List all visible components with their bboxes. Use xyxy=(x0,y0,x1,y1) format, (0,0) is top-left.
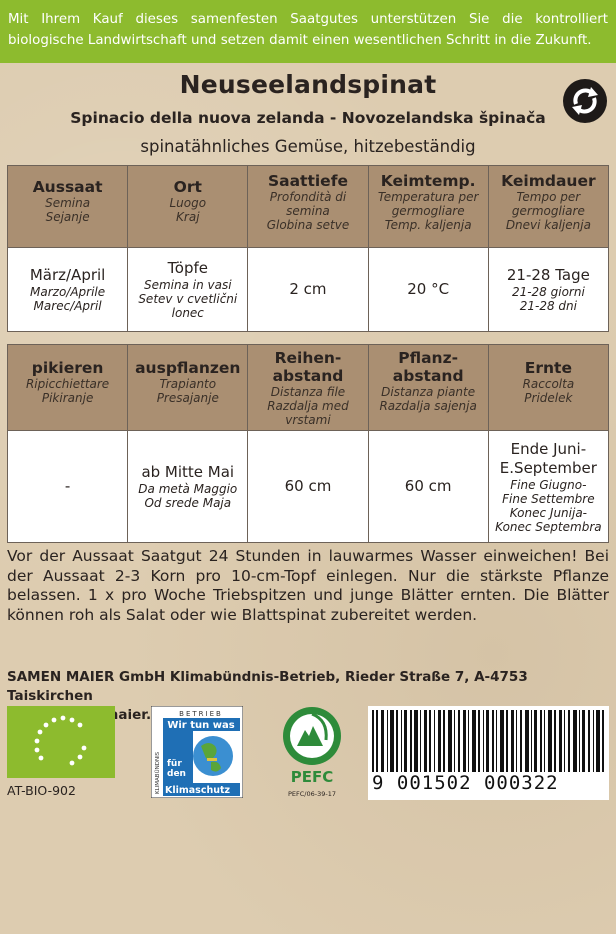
cell-saattiefe: 2 cm xyxy=(248,248,368,332)
cell-pikieren: - xyxy=(8,431,128,543)
barcode-number: 9 001502 000322 xyxy=(372,772,606,794)
header-cell-keimdauer: Keimdauer Tempo per germogliare Dnevi kaljenja xyxy=(488,166,608,248)
klima-line1: Wir tun was xyxy=(167,720,235,731)
product-description: spinatähnliches Gemüse, hitzebeständig xyxy=(140,137,476,156)
cell-aussaat: März/April Marzo/Aprile Marec/April xyxy=(8,248,128,332)
table-header-row xyxy=(8,345,609,431)
banner-text: Mit Ihrem Kauf dieses samenfesten Saatgutes unterstützen Sie die kontrolliert biologische Landwirtschaft und setzen damit einen wesentlichen Schritt in die Zukunft. xyxy=(8,12,608,48)
klima-side-label: KLIMABÜNDNIS xyxy=(155,751,161,794)
klima-line4: Klimaschutz xyxy=(165,785,231,796)
cell-ernte: Ende Juni-E.September Fine Giugno-Fine Settembre Konec Junija-Konec Septembra xyxy=(488,431,608,543)
recycle-icon xyxy=(562,78,608,124)
pefc-text: PEFC xyxy=(290,768,334,786)
sowing-instructions: Vor der Aussaat Saatgut 24 Stunden in lauwarmes Wasser einweichen! Bei der Aussaat 2-3 Korn pro 10-cm-Topf einlegen. Nur die stärkste Pflanze belassen. 1 x pro Woche Triebspitzen und junge Blätter ernten. Die Blätter können roh als Salat oder wie Blattspinat zubereitet werden. xyxy=(7,547,609,624)
klima-line3: den xyxy=(167,769,186,779)
table-row xyxy=(8,431,609,543)
cell-keimdauer: 21-28 Tage 21-28 giorni 21-28 dni xyxy=(488,248,608,332)
klimabuendnis-logo xyxy=(151,706,243,798)
table-row xyxy=(8,248,609,332)
header-cell-pikieren: pikieren Ripicchiettare Pikiranje xyxy=(8,345,128,431)
organic-control-code: AT-BIO-902 xyxy=(7,783,76,798)
cell-ort: Töpfe Semina in vasi Setev v cvetlični lonec xyxy=(128,248,248,332)
table-header-row xyxy=(8,166,609,248)
eco-banner xyxy=(0,0,616,63)
cell-auspflanzen: ab Mitte Mai Da metà Maggio Od srede Maja xyxy=(128,431,248,543)
header-cell-ernte: Ernte Raccolta Pridelek xyxy=(488,345,608,431)
header-cell-saattiefe: Saattiefe Profondità di semina Globina setve xyxy=(248,166,368,248)
product-subtitle: Spinacio della nuova zelanda - Novozelandska špinača xyxy=(70,109,546,127)
klima-line2: für xyxy=(167,759,182,769)
header-cell-pflanzabstand: Pflanz-abstand Distanza piante Razdalja sajenja xyxy=(368,345,488,431)
header-cell-ort: Ort Luogo Kraj xyxy=(128,166,248,248)
eu-leaf-icon xyxy=(7,706,115,778)
header-cell-aussaat: Aussaat Semina Sejanje xyxy=(8,166,128,248)
pefc-code: PEFC/06-39-17 xyxy=(288,790,336,798)
cell-reihenabstand: 60 cm xyxy=(248,431,368,543)
klima-top-label: BETRIEB xyxy=(179,710,223,718)
sowing-table xyxy=(7,165,609,332)
planting-table xyxy=(7,344,609,543)
product-title: Neuseelandspinat xyxy=(179,70,437,99)
cell-pflanzabstand: 60 cm xyxy=(368,431,488,543)
company-address: SAMEN MAIER GmbH Klimabündnis-Betrieb, Rieder Straße 7, A-4753 Taiskirchen xyxy=(7,669,528,704)
pefc-logo xyxy=(275,706,349,798)
eu-organic-logo xyxy=(7,706,115,778)
header-cell-auspflanzen: auspflanzen Trapianto Presajanje xyxy=(128,345,248,431)
cell-keimtemp: 20 °C xyxy=(368,248,488,332)
header-cell-reihenabstand: Reihen-abstand Distanza file Razdalja med vrstami xyxy=(248,345,368,431)
header-cell-keimtemp: Keimtemp. Temperatura per germogliare Temp. kaljenja xyxy=(368,166,488,248)
